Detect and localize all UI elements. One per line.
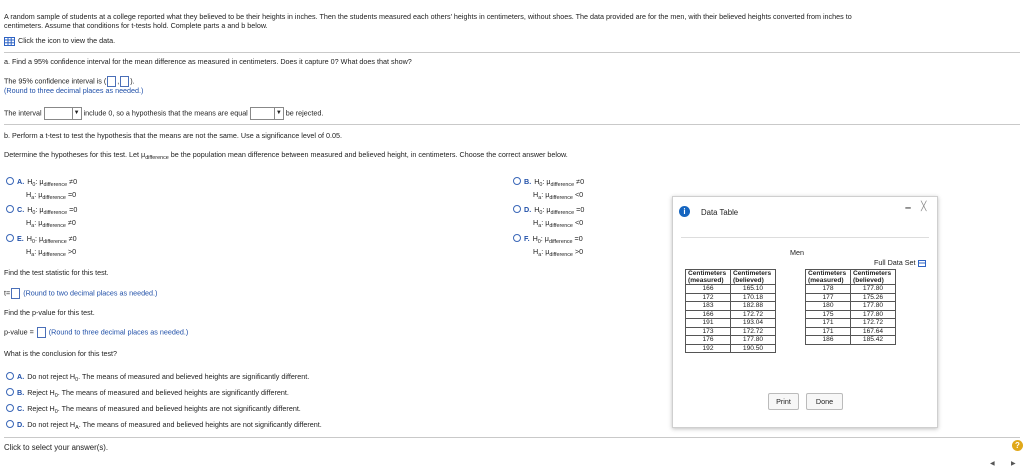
interval-line (4, 107, 323, 120)
table-row (686, 319, 776, 328)
table-row (686, 302, 776, 311)
data-table-right (805, 269, 896, 345)
table-cell: 191 (686, 319, 731, 328)
p-value-line: p-value = (Round to three decimal places as needed.) (4, 327, 189, 337)
table-row (806, 310, 896, 319)
table-cell: 190.50 (731, 344, 776, 353)
divider (4, 437, 1020, 438)
ci-suffix: ). (130, 76, 135, 86)
intro-line-2: centimeters. Assume that conditions for t-tests hold. Complete parts a and b below. (4, 21, 268, 30)
table-cell: 171 (806, 319, 851, 328)
table-cell: 177.80 (851, 285, 896, 294)
table-row (806, 336, 896, 345)
interval-can-dropdown[interactable] (250, 107, 284, 120)
table-cell: 177.80 (851, 310, 896, 319)
table-cell: 177.80 (851, 302, 896, 311)
column-header: Centimeters (measured) (806, 270, 851, 285)
table-cell: 172 (686, 293, 731, 302)
determine-suffix: be the population mean difference between measured and believed height, in centimeters. Choose the correct answer below. (168, 150, 568, 159)
table-row (686, 336, 776, 345)
interval-suffix: be rejected. (285, 108, 324, 118)
conclusion-question: What is the conclusion for this test? (4, 349, 118, 358)
table-cell: 165.10 (731, 285, 776, 294)
table-cell: 171 (806, 327, 851, 336)
table-cell: 177.80 (731, 336, 776, 345)
table-cell: 180 (806, 302, 851, 311)
scroll-right-arrow-icon[interactable]: ▶ (1011, 461, 1016, 467)
p-value-input[interactable] (37, 327, 46, 338)
data-link-text[interactable]: Click the icon to view the data. (18, 36, 116, 45)
hypothesis-option-e[interactable]: E. $H_0$: $\mu_{difference} \ne 0$ $H_a$: $\mu_{difference} >0$ (6, 233, 77, 259)
table-cell: 167.64 (851, 327, 896, 336)
interval-does-dropdown[interactable] (44, 107, 82, 120)
hypothesis-option-a[interactable]: A. $H_0$: $\mu_{difference} \ne 0$ $H_a$: $\mu_{difference} =0$ (6, 176, 77, 202)
table-cell: 177 (806, 293, 851, 302)
radio-icon[interactable] (6, 388, 14, 396)
dialog-divider (681, 237, 929, 238)
interval-prefix: The interval (4, 108, 42, 118)
table-row (686, 285, 776, 294)
full-data-set-text[interactable]: Full Data Set (874, 258, 916, 267)
table-row (686, 310, 776, 319)
column-header: Centimeters (measured) (686, 270, 731, 285)
full-data-set-link[interactable] (874, 258, 926, 267)
table-cell: 175 (806, 310, 851, 319)
table-cell: 183 (686, 302, 731, 311)
part-a-question: a. Find a 95% confidence interval for the mean difference as measured in centimeters. Does it capture 0? What does that show? (4, 57, 412, 66)
close-icon[interactable]: ╳ (921, 201, 927, 211)
table-row (806, 285, 896, 294)
done-button[interactable]: Done (806, 393, 843, 410)
scroll-left-arrow-icon[interactable]: ◀ (990, 461, 995, 467)
hypothesis-option-f[interactable]: F. $H_0$: $\mu_{difference} =0$ $H_a$: $\mu_{difference} >0$ (513, 233, 583, 259)
radio-icon[interactable] (6, 372, 14, 380)
p-value-label: Find the p-value for this test. (4, 308, 95, 317)
hypothesis-option-b[interactable]: B. $H_0$: $\mu_{difference} \ne 0$ $H_a$: $\mu_{difference} <0$ (513, 176, 584, 202)
copy-icon[interactable] (918, 260, 926, 267)
column-header: Centimeters (believed) (851, 270, 896, 285)
test-stat-line: t= (Round to two decimal places as needed.) (4, 288, 158, 298)
radio-icon[interactable] (6, 205, 14, 213)
table-row (806, 327, 896, 336)
conclusion-option-a[interactable]: A. Do not reject $H_0$. The means of measured and believed heights are significantly different. (6, 372, 309, 381)
radio-icon[interactable] (6, 420, 14, 428)
table-cell: 172.72 (851, 319, 896, 328)
table-row (686, 327, 776, 336)
minimize-icon[interactable]: – (905, 202, 912, 214)
table-caption: Men (790, 248, 804, 257)
divider (4, 124, 1020, 125)
intro-line-1: A random sample of students at a college reported what they believed to be their heights in inches. Then the students measured each others' heights in centimeters, without shoes. The data provided are for the men, with their believed heights converted from inches to (4, 12, 852, 21)
table-cell: 173 (686, 327, 731, 336)
table-cell: 192 (686, 344, 731, 353)
table-cell: 166 (686, 285, 731, 294)
divider (4, 52, 1020, 53)
info-icon: i (679, 206, 690, 217)
table-row (686, 293, 776, 302)
table-cell: 166 (686, 310, 731, 319)
ci-prefix: The 95% confidence interval is ( (4, 76, 107, 86)
hypothesis-option-c[interactable]: C. $H_0$: $\mu_{difference} =0$ $H_a$: $\mu_{difference} \ne 0$ (6, 204, 77, 230)
table-cell: 193.04 (731, 319, 776, 328)
table-cell: 178 (806, 285, 851, 294)
table-icon[interactable] (4, 37, 15, 46)
print-button[interactable]: Print (768, 393, 799, 410)
table-cell: 182.88 (731, 302, 776, 311)
radio-icon[interactable] (6, 404, 14, 412)
table-cell: 186 (806, 336, 851, 345)
table-cell: 176 (686, 336, 731, 345)
table-cell: 185.42 (851, 336, 896, 345)
test-stat-label: Find the test statistic for this test. (4, 268, 109, 277)
table-row (806, 293, 896, 302)
interval-middle: include 0, so a hypothesis that the means are equal (83, 108, 248, 118)
determine-prefix: Determine the hypotheses for this test. Let μ (4, 150, 146, 159)
ci-comma: , (117, 76, 120, 86)
dropdown-arrow-icon[interactable]: ▼ (274, 108, 283, 119)
ci-round-note: (Round to three decimal places as needed.) (4, 86, 144, 95)
data-table-dialog[interactable] (672, 196, 938, 428)
radio-icon[interactable] (513, 234, 521, 242)
dialog-title: Data Table (701, 208, 739, 217)
radio-icon[interactable] (6, 177, 14, 185)
table-cell: 172.72 (731, 327, 776, 336)
determine-hypotheses (4, 150, 568, 159)
t-stat-input[interactable] (11, 288, 20, 299)
conclusion-option-d[interactable]: D. Do not reject $H_A$. The means of measured and believed heights are not significantly different. (6, 420, 322, 429)
table-cell: 172.72 (731, 310, 776, 319)
column-header: Centimeters (believed) (731, 270, 776, 285)
radio-icon[interactable] (513, 177, 521, 185)
radio-icon[interactable] (6, 234, 14, 242)
conclusion-option-c[interactable]: C. Reject $H_0$. The means of measured and believed heights are not significantly different. (6, 404, 301, 413)
help-icon[interactable]: ? (1012, 440, 1023, 451)
hypothesis-option-d[interactable]: D. $H_0$: $\mu_{difference} =0$ $H_a$: $\mu_{difference} <0$ (513, 204, 584, 230)
table-row (686, 344, 776, 353)
table-cell: 170.18 (731, 293, 776, 302)
dropdown-arrow-icon[interactable]: ▼ (72, 108, 81, 119)
part-b-question: b. Perform a t-test to test the hypothesis that the means are not the same. Use a significance level of 0.05. (4, 131, 342, 140)
table-row (806, 302, 896, 311)
determine-sub: difference (145, 155, 169, 161)
table-cell: 175.26 (851, 293, 896, 302)
status-text: Click to select your answer(s). (4, 443, 108, 452)
radio-icon[interactable] (513, 205, 521, 213)
data-link[interactable] (4, 36, 115, 46)
data-table-left (685, 269, 776, 353)
table-row (806, 319, 896, 328)
conclusion-option-b[interactable]: B. Reject $H_0$. The means of measured and believed heights are significantly different. (6, 388, 289, 397)
